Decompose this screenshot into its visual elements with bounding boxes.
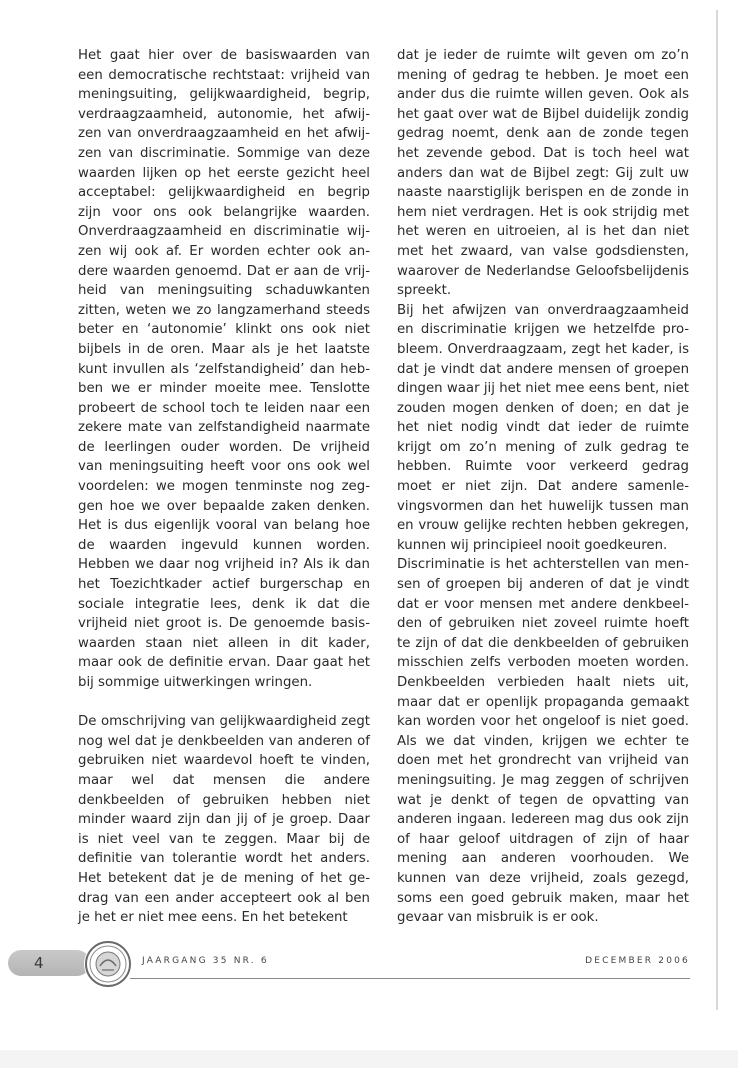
right-paragraph-2: Bij het afwijzen van onverdraagzaamheid en discriminatie krijgen we hetzelfde probleem. Onverdraagzaam, zegt het kader, is dat je vindt dat andere mensen of groepen dingen waar jij het niet mee eens bent, niet zouden mogen denken of doen; en dat je het niet nodig vindt dat ieder de ruimte krijgt om zo’n mening of zulk gedrag te hebben. Ruimte voor verkeerd gedrag moet er niet zijn. Dat andere samenlevingsvormen dan het huwelijk tussen man en vrouw gelijke rechten hebben gekregen, kunnen wij principieel nooit goedkeuren.	[397, 302, 689, 553]
page-number-tab	[8, 950, 90, 976]
seal-emblem-icon	[84, 940, 132, 988]
left-paragraph-1: Het gaat hier over de basiswaarden van een democratische rechtstaat: vrijheid van meningsuiting, gelijkwaardigheid, begrip, verdraagzaamheid, autonomie, het afwijzen van onverdraagzaamheid en het afwijzen van discriminatie. Sommige van deze waarden lijken op het eerste gezicht heel acceptabel: gelijkwaardigheid en begrip zijn voor ons ook belangrijke waarden. Onverdraagzaamheid en discriminatie wijzen wij ook af. Er worden echter ook andere waarden genoemd. Dat er aan de vrijheid van meningsuiting schaduwkanten zitten, weten we zo langzamerhand steeds beter en ‘autonomie’ klinkt ons ook niet bijbels in de oren. Maar als je het laatste kunt invullen als ‘zelfstandigheid’ dan hebben we er minder moeite mee. Tenslotte probeert de school toch te leiden naar een zekere mate van zelfstandigheid naarmate de leerlingen ouder worden. De vrijheid van meningsuiting heeft voor ons ook wel voordelen: we mogen tenminste nog zeggen hoe we over bepaalde zaken denken. Het is dus eigenlijk vooral van belang hoe de waarden ingevuld kunnen worden. Hebben we daar nog vrijheid in? Als ik dan het Toezichtkader actief burgerschap en sociale integratie lees, denk ik dat die vrijheid niet groot is. De genoemde basiswaarden staan niet alleen in dit kader, maar ook de definitie ervan. Daar gaat het bij sommige uitwerkingen wringen.	[78, 48, 370, 690]
page-bottom-band	[0, 1050, 738, 1068]
right-paragraph-3: Discriminatie is het achterstellen van mensen of groepen bij anderen of dat je vindt dat er voor mensen met andere denkbeelden of gebruiken niet zoveel ruimte hoeft te zijn of dat die denkbeelden of gebruiken misschien zelfs verboden moeten worden. Denkbeelden verbieden haalt niets uit, maar dat er openlijk propaganda gemaakt kan worden voor het ongeloof is niet goed. Als we dat vinden, krijgen we echter te doen met het grondrecht van vrijheid van meningsuiting. Je mag zeggen of schrijven wat je denkt of tegen de opvatting van anderen ingaan. Iedereen mag dus ook zijn of haar geloof uitdragen of zijn of haar mening aan anderen voorhouden. We kunnen van deze vrijheid, zoals gezegd, soms een goed gebruik maken, maar het gevaar van misbruik is er ook.	[397, 557, 689, 926]
issue-date: DECEMBER 2006	[585, 956, 690, 966]
left-column	[78, 46, 370, 928]
left-paragraph-2: De omschrijving van gelijkwaardigheid zegt nog wel dat je denkbeelden van anderen of gebruiken niet waardevol hoeft te vinden, maar wel dat mensen die andere denkbeelden of gebruiken hebben niet minder waard zijn dan jij of je groep. Daar is niet veel van te zeggen. Maar bij de definitie van tolerantie wordt het anders. Het betekent dat je de mening of het gedrag van een ander accepteert ook al ben je het er niet mee eens. En het betekent	[78, 714, 370, 926]
journal-issue: JAARGANG 35 NR. 6	[142, 956, 269, 966]
right-paragraph-1: dat je ieder de ruimte wilt geven om zo’n mening of gedrag te hebben. Je moet een ander dus die ruimte willen geven. Ook als het gaat over wat de Bijbel duidelijk zondig gedrag noemt, denk aan de zonde tegen het zevende gebod. Dat is toch heel wat anders dan wat de Bijbel zegt: Gij zult uw naaste naarstiglijk berispen en de zonde in hem niet verdragen. Het is ook strijdig met het weren en uitroeien, al is het dan niet met het zwaard, van valse godsdiensten, waarover de Nederlandse Geloofsbelijdenis spreekt.	[397, 48, 689, 299]
page-edge-line	[716, 10, 718, 1010]
right-column	[397, 46, 689, 928]
footer-rule	[130, 978, 690, 979]
page-number: 4	[34, 954, 44, 972]
page-footer	[0, 938, 738, 990]
